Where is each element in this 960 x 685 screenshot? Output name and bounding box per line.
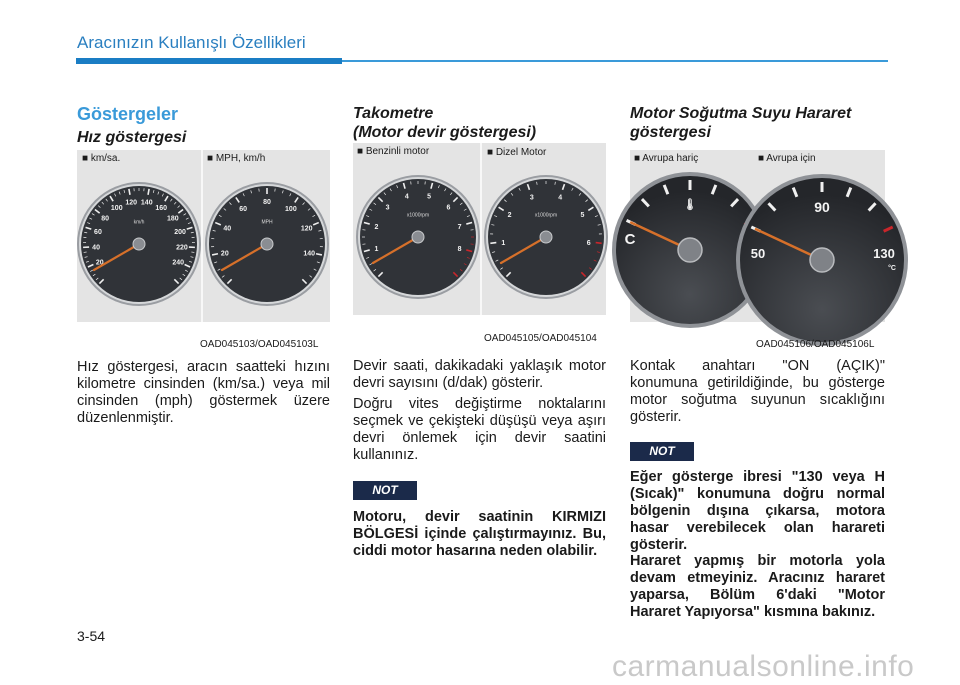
gauge-hub [540,231,552,243]
gauge-tick-label: 120 [300,225,313,233]
temp-gauge-figure [624,150,896,322]
overheat-warning: Eğer gösterge ibresi "130 veya H (Sıcak)" konumuna doğru normal bölgenin dışına çıkarsa, motora hasar verebilecek olan harareti gösterir. [630,469,885,553]
temp-gauge-subtitle: Motor Soğutma Suyu Hararet [630,105,852,122]
figure-label-mph: ■ MPH, km/h [207,153,266,164]
gauge-hub [261,238,273,250]
kmh-gauge [77,182,201,306]
gauge-tick-label: 20 [95,259,104,267]
gauge-tick-label: 80 [263,199,271,206]
figure-label-kmh: ■ km/sa. [82,153,121,164]
tachometer-note: Motoru, devir saatinin KIRMIZI BÖLGESİ içinde çalıştırmayınız. Bu, ciddi motor hasarına neden olabilir. [353,509,606,559]
gauge-tick-label: 40 [223,225,232,233]
gauge-tick [596,243,602,244]
gauge-unit-label: x1000rpm [406,212,430,219]
section-title: Göstergeler [77,104,179,124]
temp-gauge-illustration [624,150,896,322]
gauge-tick-label: 6 [586,239,591,247]
figure-label-diesel: ■ Dizel Motor [487,147,547,158]
gauge-tick-label: 200 [174,229,186,237]
gauge-tick-label: 140 [140,199,153,207]
figure-label-gasoline: ■ Benzinli motor [357,146,430,157]
figure-caption: OAD045103/OAD045103L [200,339,319,350]
temp-gauge-description: Kontak anahtarı "ON (AÇIK)" konumuna getirildiğinde, bu gösterge motor soğutma suyunun sıcaklığını gösterir. [630,358,885,425]
tachometer-usage: Doğru vites değiştirme noktalarını seçmek ve çekişteki düşüşü veya aşırı devri önlemek için devir saatini kullanınız. [353,396,606,463]
header-rule [342,60,888,62]
gauge-tick-label: 1 [501,239,506,247]
temp-mid-label: 90 [814,199,830,215]
gasoline-tachometer [356,175,480,299]
gauge-tick-label: 5 [427,193,432,201]
gauge-tick-label: 240 [172,259,185,267]
mph-gauge [205,182,329,306]
gauge-hub [678,238,702,262]
temp-gauge-subtitle-2: göstergesi [630,124,711,141]
gauge-tick-label: 4 [404,193,409,201]
cold-label: C [624,231,636,248]
gauge-tick [129,189,130,195]
temp-unit-label: °C [888,265,896,272]
gauge-unit-label: km/h [133,219,145,226]
gauge-tick-label: 100 [285,206,297,214]
tachometer-subtitle-2: (Motor devir göstergesi) [353,124,537,141]
tachometer-figure [353,143,606,315]
gauge-hub [412,231,424,243]
figure-label-non-europe: ■ Avrupa hariç [634,153,699,164]
gauge-hub [133,238,145,250]
tachometer-subtitle: Takometre [353,105,434,122]
figure-label-europe: ■ Avrupa için [758,153,816,164]
speedometer-description: Hız göstergesi, aracın saatteki hızını kilometre cinsinden (km/sa.) veya mil cinsinden (mph) göstermek üzere düzenlenmiştir. [77,359,330,426]
gauge-tick-label: 100 [110,205,123,213]
gauge-unit-label: MPH [261,219,273,226]
gauge-tick-label: 3 [529,194,534,202]
gauge-tick-label: 140 [303,250,316,258]
gauge-tick-label: 40 [92,244,100,252]
tachometer-illustration [353,143,606,315]
diesel-tachometer [484,175,608,299]
gauge-tick-label: 120 [125,199,138,207]
gauge-hub [810,248,834,272]
running-header: Aracınızın Kullanışlı Özellikleri [77,33,306,52]
tachometer-description: Devir saati, dakikadaki yaklaşık motor devri sayısını (d/dak) gösterir. [353,358,606,391]
figure-caption: OAD045105/OAD045104 [484,333,597,344]
gauge-tick-label: 180 [167,215,179,223]
gauge-tick-label: 160 [155,205,168,213]
gauge-tick [490,243,496,244]
coolant-temp-icon: 🌡 [683,199,697,211]
figure-caption: OAD045106/OAD045106L [756,339,875,350]
temp-gauge-celsius [736,174,908,346]
gauge-tick-label: 5 [580,212,585,220]
gauge-tick-label: 7 [457,223,462,231]
gauge-tick [537,182,538,185]
gauge-tick-label: 80 [101,215,110,223]
gauge-tick-label: 2 [507,212,512,220]
gauge-tick-label: 2 [374,223,379,231]
speedometer-subtitle: Hız göstergesi [77,129,187,146]
gauge-unit-label: x1000rpm [534,212,558,219]
gauge-tick-label: 3 [385,204,390,212]
note-badge: NOT [353,481,417,500]
header-rule-accent [76,58,342,64]
gauge-tick-label: 1 [374,246,379,254]
speedometer-figure [77,150,330,322]
gauge-tick-label: 8 [457,246,462,254]
note-badge: NOT [630,442,694,461]
gauge-tick [555,182,556,185]
temp-high-label: 130 [873,246,895,261]
temp-low-label: 50 [750,246,766,261]
watermark: carmanualsonline.info [612,650,915,683]
page-number: 3-54 [77,628,106,644]
speedometer-illustration [77,150,330,322]
overheat-instruction: Hararet yapmış bir motorla yola devam etmeyiniz. Aracınız hararet yaparsa, Bölüm 6'daki "Motor Hararet Yapıyorsa" kısmına bakınız. [630,553,885,620]
gauge-tick-label: 60 [239,206,248,214]
gauge-tick-label: 20 [220,250,229,258]
gauge-tick-label: 220 [176,244,188,252]
gauge-tick-label: 4 [558,194,563,202]
gauge-tick [148,189,149,195]
gauge-tick-label: 60 [94,229,102,237]
gauge-tick-label: 6 [446,204,451,212]
